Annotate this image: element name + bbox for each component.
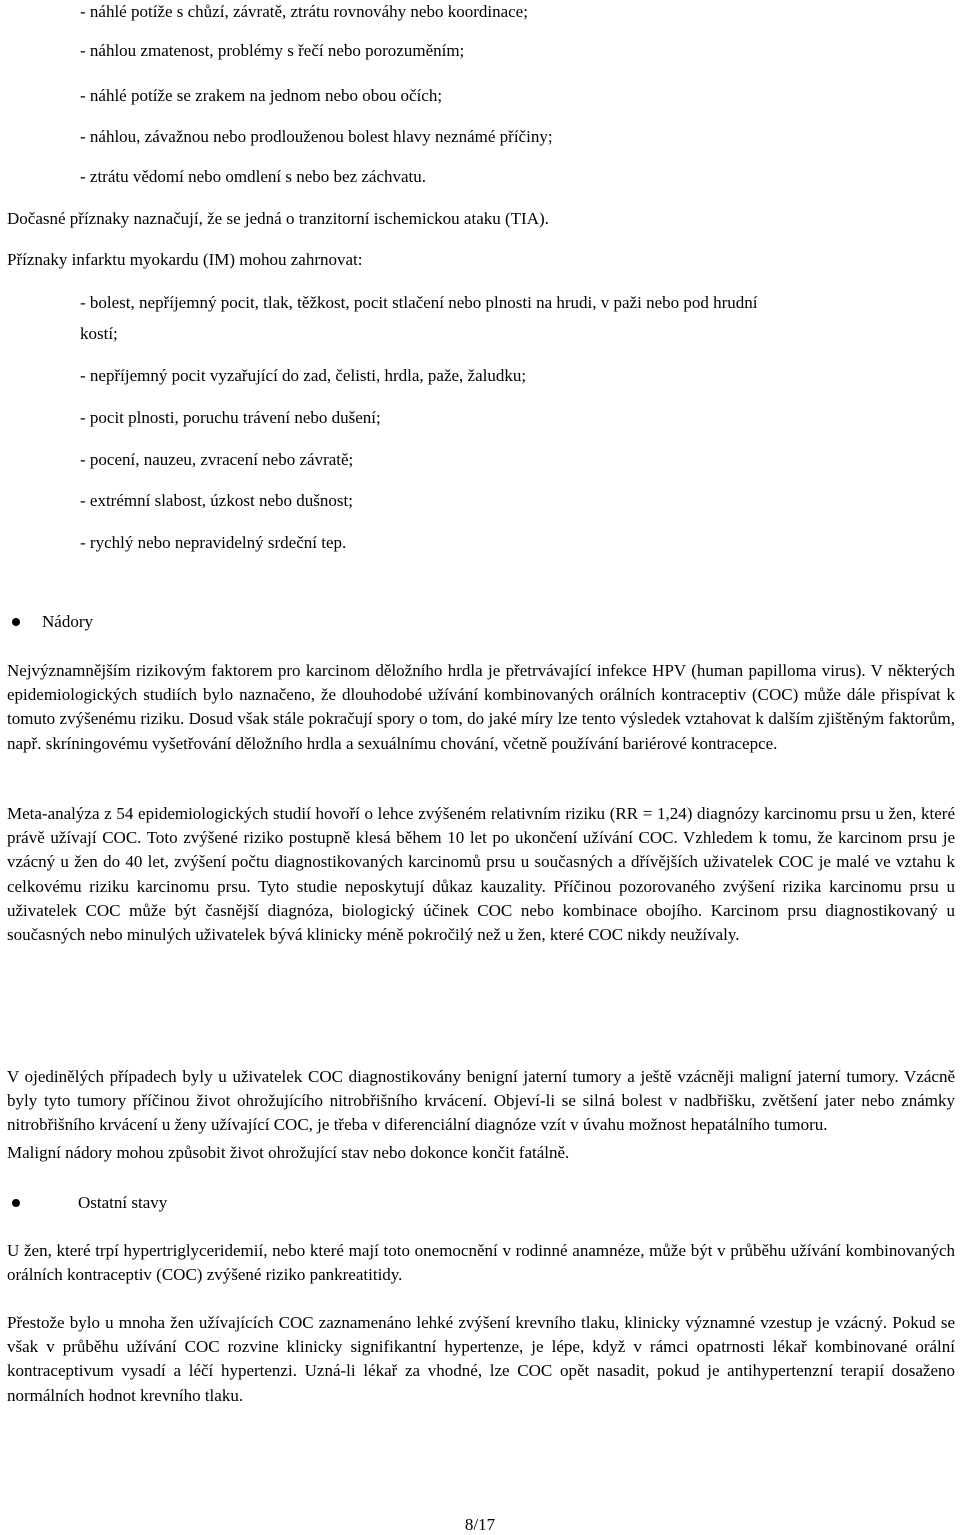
mi-symptom-1-line-2: kostí; bbox=[80, 324, 118, 343]
other-paragraph-2: Přestože bylo u mnoha žen užívajících COC zaznamenáno lehké zvýšení krevního tlaku, klinicky významné vzestup je vzácný. Pokud se však v průběhu užívání COC rozvine klinicky signifikantní hypertenze, je lépe, když v rámci opatrnosti lékař kombinované orální kontraceptivum vysadí a léčí hypertenzi. Uzná-li lékař za vhodné, lze COC opět nasadit, pokud je antihypertenzní terapií dosaženo normálních hodnot krevního tlaku. bbox=[7, 1313, 955, 1405]
mi-symptom-5: - extrémní slabost, úzkost nebo dušnost; bbox=[80, 491, 353, 510]
mi-symptom-3: - pocit plnosti, poruchu trávení nebo dušení; bbox=[80, 408, 381, 427]
stroke-symptom-5: - ztrátu vědomí nebo omdlení s nebo bez záchvatu. bbox=[80, 167, 427, 186]
tumors-paragraph-4: Maligní nádory mohou způsobit život ohrožující stav nebo dokonce končit fatálně. bbox=[7, 1143, 570, 1162]
tumors-paragraph-3: V ojedinělých případech byly u uživatelek COC diagnostikovány benigní jaterní tumory a ještě vzácněji maligní jaterní tumory. Vzácně byly tyto tumory příčinou život ohrožujícího nitrobřišního krvácení. Objeví-li se silná bolest v nadbřišku, zvětšení jater nebo známky nitrobřišního krvácení u ženy užívající COC, je třeba v diferenciální diagnóze vzít v úvahu možnost hepatálního tumoru. bbox=[7, 1067, 955, 1135]
mi-symptom-2: - nepříjemný pocit vyzařující do zad, čelisti, hrdla, paže, žaludku; bbox=[80, 366, 527, 385]
stroke-symptom-4: - náhlou, závažnou nebo prodlouženou bolest hlavy neznámé příčiny; bbox=[80, 127, 553, 146]
mi-intro: Příznaky infarktu myokardu (IM) mohou zahrnovat: bbox=[7, 250, 363, 269]
tumors-paragraph-1: Nejvýznamnějším rizikovým faktorem pro karcinom děložního hrdla je přetrvávající infekce HPV (human papilloma virus). V některých epidemiologických studiích bylo naznačeno, že dlouhodobé užívání kombinovaných orálních kontraceptiv (COC) může dále přispívat k tomuto zvýšenému riziku. Dosud však stále pokračují spory o tom, do jaké míry lze tento výsledek vztahovat k dalším zjištěným faktorům, např. skríningovému vyšetřování děložního hrdla a sexuálnímu chování, včetně používání bariérové kontracepce. bbox=[7, 661, 955, 753]
mi-symptom-1-line-1: - bolest, nepříjemný pocit, tlak, těžkost, pocit stlačení nebo plnosti na hrudi, v paži nebo pod hrudní bbox=[80, 293, 758, 312]
stroke-symptom-2: - náhlou zmatenost, problémy s řečí nebo porozuměním; bbox=[80, 41, 465, 60]
bullet-icon bbox=[12, 618, 20, 626]
tumors-paragraph-2: Meta-analýza z 54 epidemiologických studií hovoří o lehce zvýšeném relativním riziku (RR = 1,24) diagnózy karcinomu prsu u žen, které právě užívají COC. Toto zvýšené riziko postupně klesá během 10 let po ukončení užívání COC. Vzhledem k tomu, že karcinom prsu je vzácný u žen do 40 let, zvýšení počtu diagnostikovaných karcinomů prsu u současných a dřívějších uživatelek COC je malé ve vztahu k celkovému riziku karcinomu prsu. Tyto studie neposkytují důkaz kauzality. Příčinou pozorovaného zvýšení rizika karcinomu prsu u uživatelek COC může být časnější diagnóza, biologický účinek COC nebo kombinace obojího. Karcinom prsu diagnostikovaný u současných nebo minulých uživatelek bývá klinicky méně pokročilý než u žen, které COC nikdy neužívaly. bbox=[7, 804, 955, 945]
section-heading-other: Ostatní stavy bbox=[78, 1193, 168, 1212]
stroke-symptom-1: - náhlé potíže s chůzí, závratě, ztrátu rovnováhy nebo koordinace; bbox=[80, 2, 528, 21]
tia-note: Dočasné příznaky naznačují, že se jedná o tranzitorní ischemickou ataku (TIA). bbox=[7, 209, 549, 228]
page-number: 8/17 bbox=[464, 1515, 496, 1534]
mi-symptom-6: - rychlý nebo nepravidelný srdeční tep. bbox=[80, 533, 347, 552]
stroke-symptom-3: - náhlé potíže se zrakem na jednom nebo obou očích; bbox=[80, 86, 443, 105]
bullet-icon bbox=[12, 1199, 20, 1207]
other-paragraph-1: U žen, které trpí hypertriglyceridemií, nebo které mají toto onemocnění v rodinné anamnéze, může být v průběhu užívání kombinovaných orálních kontraceptiv (COC) zvýšené riziko pankreatitidy. bbox=[7, 1241, 955, 1285]
section-heading-tumors: Nádory bbox=[42, 612, 93, 631]
mi-symptom-4: - pocení, nauzeu, zvracení nebo závratě; bbox=[80, 450, 354, 469]
